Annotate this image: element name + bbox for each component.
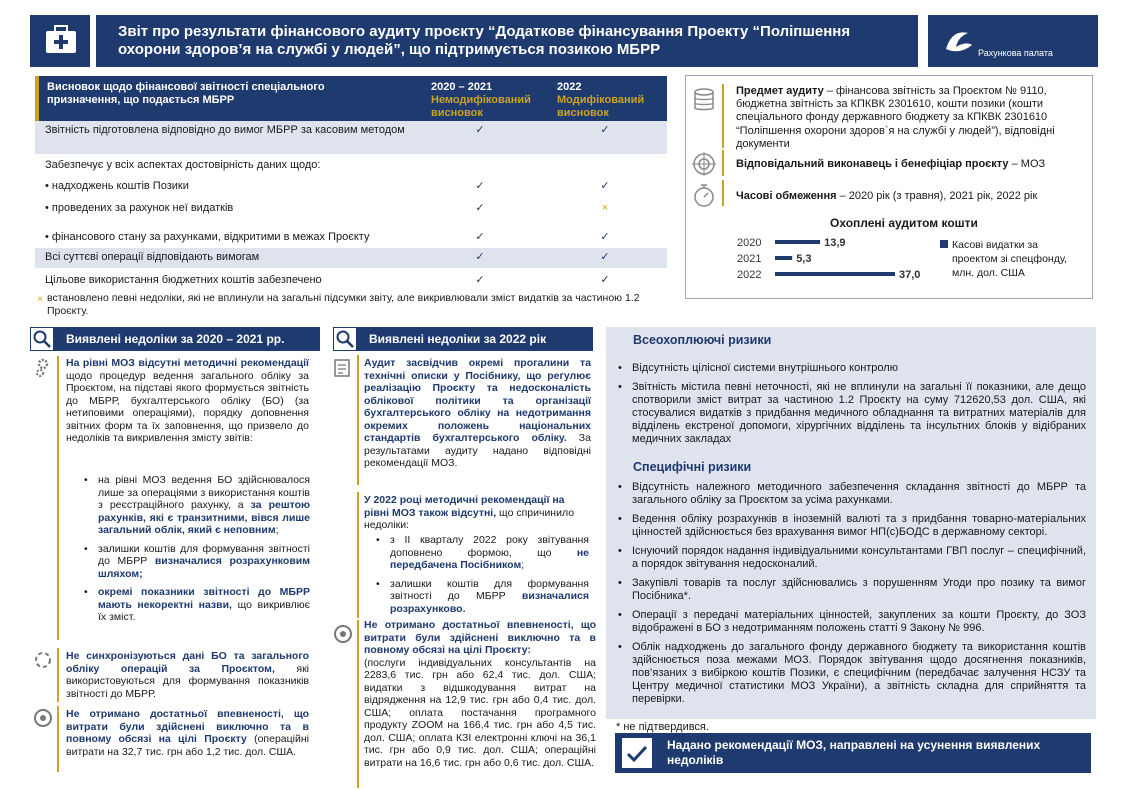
check-icon: ✓ [600,124,610,136]
text: які використовуються для формування показників звітності до МБРР. [66,662,310,700]
divider [722,150,724,176]
general-risks-title: Всеохоплюючі ризики [633,333,772,347]
col2-year: 2022 [557,81,582,93]
check-icon: ✓ [475,124,485,136]
divider [722,180,724,206]
table-row [35,270,667,290]
section-2022-header [333,327,593,351]
time-label: Часові обмеження [736,190,837,202]
col2-header [557,81,667,121]
section-title: Виявлені недоліки за 2020 – 2021 рр. [66,332,285,346]
left-para-3 [66,708,309,758]
section-title: Виявлені недоліки за 2022 рік [369,332,547,346]
divider [357,492,359,618]
table-header-label: Висновок щодо фінансової звітності спеціального призначення, що подається МБРР [47,81,325,107]
list-item: • Звітність містила певні неточності, які не вплинули на загальні її показники, але дещо спотворили зміст витрат за частиною 1.2 Проєкту на суму 712620,53 дол. США, які стосувалися видатків з придбання медичного обладнання та витратних матеріалів для відділень екстреної допомоги, хірургічних відділень та інсультних блоків у відібраних медичних закладах [618,381,1086,446]
text: залишки коштів для формування звітності до МБРР [390,577,589,602]
general-risks-list [618,362,1086,452]
text: щодо процедур ведення загального обліку за Проєктом, на підставі якого формується звітність до МБРР, бухгалтерського обліку (БО) (за нетиповими операціями), порядку доповнення звітних форм та їх заповнення, що призвело до недоліків та викривлення змісту звітів: [66,369,309,444]
category-label: 2022 [737,269,762,281]
text-bold: У 2022 році методичні рекомендації на рівні МОЗ також відсутні, [364,494,565,519]
exec-text: – МОЗ [1008,158,1046,170]
col2-status: Модифікований висновок [557,94,645,120]
value-label: 13,9 [824,237,846,249]
table-header [35,76,667,121]
note-text: встановлено певні недоліки, які не вплинули на загальні підсумки звіту, але викривлювали зміст видатків за частиною 1.2 Проєкту. [47,292,640,317]
coins-icon [692,86,716,118]
list-item: • Операції з передачі матеріальних цінностей, закуплених за кошти Проєкту, до ЗОЗ відображені в БО з недотриманням положень статті 9 Закону № 996. [618,609,1086,635]
page-title: Звіт про результати фінансового аудиту проєкту “Додаткове фінансування Проекту “Поліпшення охорони здоров’я на службі у людей”, що підтримується позикою МБРР [118,23,851,58]
row-label: • фінансового стану за рахунками, відкритими в межах Проєкту [45,231,370,243]
mid-para-2 [364,494,591,532]
row-label: • надходжень коштів Позики [45,180,189,192]
list-item [84,586,310,624]
chart-title: Охоплені аудитом кошти [830,216,978,230]
table-note [35,290,667,316]
divider [357,355,359,485]
header-icon-block [30,15,90,67]
divider [722,84,724,148]
bar [775,240,820,244]
divider [357,620,359,788]
target-icon [33,708,53,732]
left-para-2 [66,650,309,700]
text-bold: не передбачена Посібником [390,546,589,571]
recommendation-icon [621,737,653,769]
list-item: • з ІІ кварталу 2022 року звітування доповнено формою, що не передбачена Посібником; [376,534,589,572]
specific-risks-list [618,481,1086,712]
check-icon: ✓ [600,231,610,243]
text: на рівні МОЗ ведення БО здійснювалося лише за операціями з використання коштів з реєстраційного рахунку, а [98,474,310,511]
table-row [35,248,667,268]
table-row [35,176,667,198]
divider [57,706,59,772]
text: що викривлює їх зміст. [98,598,310,623]
time-limits [736,190,1086,203]
check-icon: ✓ [475,251,485,263]
category-label: 2021 [737,253,762,265]
row-label: Забезпечує у всіх аспектах достовірність даних щодо: [45,159,321,171]
check-icon: ✓ [475,231,485,243]
check-icon: ✓ [475,180,485,192]
value-label: 5,3 [796,253,812,265]
col1-header [431,81,551,121]
gears-icon [33,357,53,383]
cross-icon: × [601,202,609,214]
subject-text: – фінансова звітність за Проєктом № 9110, бюджетна звітність за КПКВК 2301610, кошти позики (кошти спеціального фонду державного бюджету за КПКВК 2301610 “Поліпшення охорони здоров`я на службі у людей”), відповідні документи [736,85,1055,150]
subject-label: Предмет аудиту [736,85,824,97]
divider [57,356,59,640]
mid-para-3 [364,619,596,769]
check-icon: ✓ [475,202,485,214]
row-label: Всі суттєві операції відповідають вимогам [45,251,260,263]
legend-swatch [940,240,948,248]
text-bold: окремі показники звітності до МБРР мають некоректні назви, [98,586,310,611]
footnote: * не підтвердився. [616,721,709,733]
value-label: 37,0 [899,269,921,281]
target-icon [333,624,353,648]
list-item [376,578,589,616]
text: За результатами аудиту надано відповідні рекомендації МОЗ. [364,432,591,469]
medical-kit-icon [30,15,90,67]
text-bold: визначалися розрахунково. [390,590,589,615]
table-row [35,224,667,246]
text: залишки коштів для формування звітності до МБРР [98,542,310,567]
mid-bullets [376,534,589,621]
text-bold: за рештою рахунків, які є транзитними, вівся лише загальний облік, який є неповним [98,499,310,536]
left-para-1 [66,357,309,445]
logo [928,15,1098,67]
text-bold: визначалися розрахунковим шляхом; [98,555,311,580]
table-row [35,154,667,176]
recommendations-text: Надано рекомендації МОЗ, направлені на усунення виявлених недоліків [667,738,1041,767]
chart-legend: Касові видатки за проектом зі спецфонду, млн. дол. США [952,239,1067,279]
exec-label: Відповідальний виконавець і бенефіціар проєкту [736,158,1009,170]
executor [736,158,1086,171]
row-label: Цільове використання бюджетних коштів забезпечено [45,274,322,286]
text: (операційні витрати на 32,7 тис. грн або 1,2 тис. дол. США. [66,733,309,758]
text-bold: Не отримано достатньої впевненості, що витрати були здійснені виключно та в повному обсязі на цілі Проєкту [66,708,309,745]
search-icon [30,327,54,351]
sync-icon [33,650,53,674]
section-2020-2021-header [30,327,320,351]
conclusion-table [35,76,667,316]
list-item: • Закупівлі товарів та послуг здійснювались з порушенням Угоди про позику та вимог Посібника*. [618,577,1086,603]
category-label: 2020 [737,237,762,249]
table-row [35,121,667,154]
row-label: • проведених за рахунок неї видатків [45,202,234,214]
audit-subject [736,85,1086,151]
row-label: Звітність підготовлена відповідно до вимог МБРР за касовим методом [45,124,405,136]
col1-status: Немодифікований висновок [431,94,531,120]
list-item: • Існуючий порядок надання індивідуальними консультантами ГВП послуг – специфічний, а порядок звітування недосконалий. [618,545,1086,571]
bar [775,272,895,276]
logo-text: Рахункова палата [978,48,1053,58]
bar [775,256,792,260]
text-bold: Не синхронізуються дані БО та загального обліку операцій за Проєктом, [66,650,309,675]
time-text: – 2020 рік (з травня), 2021 рік, 2022 рік [836,190,1038,202]
note-cross-icon: × [37,293,44,305]
check-icon: ✓ [600,274,610,286]
table-row [35,198,667,224]
stopwatch-icon [692,182,716,212]
list-item: • Облік надходжень до загального фонду державного бюджету та використання коштів здійснюється поза межами МОЗ. Порядок звітування щодо досягнення показників, пов’язаних з вибіркою коштів Позики, є специфічним (передбачає залучення НСЗУ та Центру медичної статистики МОЗ України), а звітність складна для сприйняття та перевірки. [618,641,1086,706]
list-item [84,543,310,581]
list-item: • Ведення обліку розрахунків в іноземній валюті та з придбання товарно-матеріальних цінностей здійснюється без врахування вимог НП(с)БОДС в державному секторі. [618,513,1086,539]
list-item: • на рівні МОЗ ведення БО здійснювалося лише за операціями з використання коштів з реєстраційного рахунку, а за рештою рахунків, які є транзитними, вівся лише загальний облік, який є неповним; [84,474,310,537]
checklist-icon [333,358,351,382]
col1-year: 2020 – 2021 [431,81,493,93]
text: що спричинило недоліки: [364,506,575,531]
target-icon [692,152,716,180]
search-icon [333,327,357,351]
check-icon: ✓ [600,180,610,192]
check-icon: ✓ [600,251,610,263]
mid-para-1 [364,357,591,470]
text-bold: Аудит засвідчив окремі прогалини та технічні описки у Посібнику, що регулює реалізацію Проєкту та недосконалість облікової політики та організації бухгалтерського обліку на недотримання окремих положень національних стандартів бухгалтерського обліку. [364,357,591,444]
check-icon: ✓ [475,274,485,286]
text-bold: Не отримано достатньої впевненості, що витрати були здійснені виключно та в повному обсязі на цілі Проєкту: [364,619,596,656]
coverage-bar-chart [733,232,933,288]
text-bold: На рівні МОЗ відсутні методичні рекомендації [66,357,309,369]
audit-chamber-logo-icon [928,15,988,67]
text: з ІІ кварталу 2022 року звітування доповнено формою, що [390,534,589,559]
text: (послуги індивідуальних консультантів на 2283,6 тис. грн або 62,4 тис. дол. США; видатки з відшкодування витрат на відрядження на 12,9 тис. грн або 0,4 тис. дол. США; оплата постачання програмного продукту ZOOM на 166,4 тис. грн або 4,5 тис. дол. США; оплата КЗІ електронні ключі на 36,1 тис. грн або 0,9 тис. дол. США; операційні витрати на 16,6 тис. грн або 0,6 тис. дол. США. [364,656,596,769]
divider [57,648,59,702]
list-item: • Відсутність цілісної системи внутрішнього контролю [618,362,1086,375]
specific-risks-title: Специфічні ризики [633,460,752,474]
list-item: • Відсутність належного методичного забезпечення складання звітності до МБРР та загального обліку за Проєктом за усіма рахунками. [618,481,1086,507]
left-bullets [84,474,310,630]
